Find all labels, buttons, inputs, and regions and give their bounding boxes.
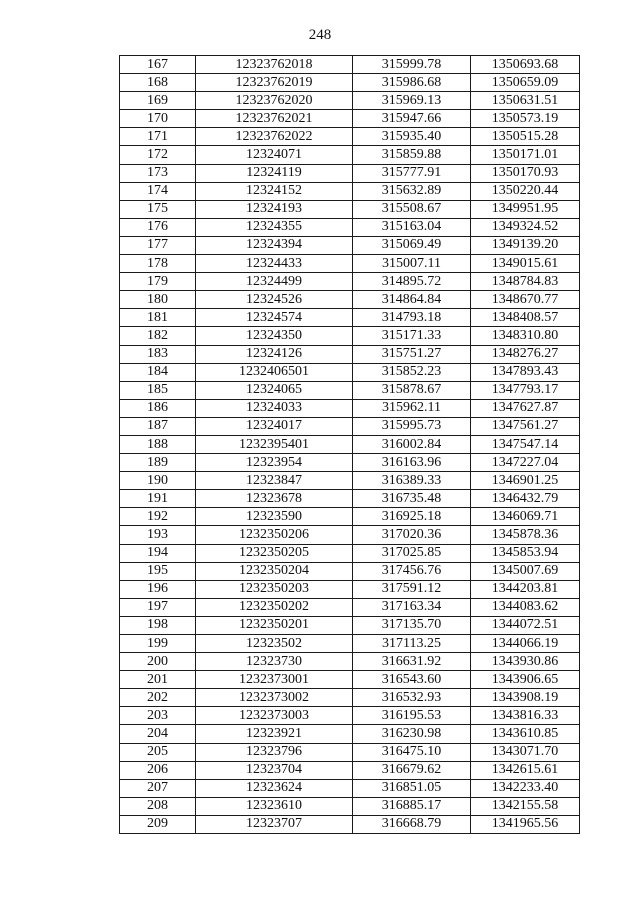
y-coordinate-cell: 1349139.20: [471, 236, 580, 254]
table-row: [120, 761, 580, 779]
point-number-cell: 170: [120, 110, 196, 128]
x-coordinate-cell: 316389.33: [353, 472, 471, 490]
x-coordinate-cell: 316002.84: [353, 435, 471, 453]
point-code-cell: 12324119: [196, 164, 353, 182]
point-code-cell: 12324574: [196, 309, 353, 327]
point-number-cell: 185: [120, 381, 196, 399]
y-coordinate-cell: 1347793.17: [471, 381, 580, 399]
point-number-cell: 208: [120, 797, 196, 815]
point-number-cell: 207: [120, 779, 196, 797]
point-code-cell: 1232395401: [196, 435, 353, 453]
x-coordinate-cell: 317591.12: [353, 580, 471, 598]
point-number-cell: 186: [120, 399, 196, 417]
point-code-cell: 12324526: [196, 291, 353, 309]
table-row: [120, 399, 580, 417]
point-number-cell: 187: [120, 417, 196, 435]
x-coordinate-cell: 314864.84: [353, 291, 471, 309]
point-number-cell: 205: [120, 743, 196, 761]
point-code-cell: 1232350204: [196, 562, 353, 580]
point-code-cell: 12323762020: [196, 92, 353, 110]
y-coordinate-cell: 1345853.94: [471, 544, 580, 562]
point-number-cell: 196: [120, 580, 196, 598]
table-row: [120, 128, 580, 146]
x-coordinate-cell: 315986.68: [353, 74, 471, 92]
x-coordinate-cell: 316631.92: [353, 653, 471, 671]
point-code-cell: 1232350203: [196, 580, 353, 598]
table-row: [120, 508, 580, 526]
table-row: [120, 327, 580, 345]
y-coordinate-cell: 1347561.27: [471, 417, 580, 435]
x-coordinate-cell: 316668.79: [353, 815, 471, 833]
x-coordinate-cell: 315632.89: [353, 182, 471, 200]
x-coordinate-cell: 316679.62: [353, 761, 471, 779]
point-code-cell: 12323762022: [196, 128, 353, 146]
x-coordinate-cell: 316735.48: [353, 490, 471, 508]
page-number: 248: [308, 27, 332, 43]
point-number-cell: 174: [120, 182, 196, 200]
point-code-cell: 12324355: [196, 218, 353, 236]
point-number-cell: 190: [120, 472, 196, 490]
y-coordinate-cell: 1344072.51: [471, 616, 580, 634]
y-coordinate-cell: 1347227.04: [471, 454, 580, 472]
y-coordinate-cell: 1350220.44: [471, 182, 580, 200]
y-coordinate-cell: 1348408.57: [471, 309, 580, 327]
y-coordinate-cell: 1350171.01: [471, 146, 580, 164]
point-code-cell: 12324433: [196, 255, 353, 273]
point-code-cell: 1232350206: [196, 526, 353, 544]
table-row: [120, 363, 580, 381]
point-code-cell: 12324033: [196, 399, 353, 417]
point-code-cell: 12323610: [196, 797, 353, 815]
point-code-cell: 12323730: [196, 653, 353, 671]
point-number-cell: 198: [120, 616, 196, 634]
point-number-cell: 189: [120, 454, 196, 472]
point-number-cell: 209: [120, 815, 196, 833]
point-number-cell: 176: [120, 218, 196, 236]
table-row: [120, 562, 580, 580]
point-number-cell: 188: [120, 435, 196, 453]
point-code-cell: 12323762019: [196, 74, 353, 92]
y-coordinate-cell: 1343908.19: [471, 689, 580, 707]
point-number-cell: 167: [120, 56, 196, 74]
y-coordinate-cell: 1343906.65: [471, 671, 580, 689]
x-coordinate-cell: 317020.36: [353, 526, 471, 544]
y-coordinate-cell: 1343071.70: [471, 743, 580, 761]
x-coordinate-cell: 315859.88: [353, 146, 471, 164]
point-code-cell: 12324152: [196, 182, 353, 200]
x-coordinate-cell: 315069.49: [353, 236, 471, 254]
point-number-cell: 179: [120, 273, 196, 291]
y-coordinate-cell: 1343816.33: [471, 707, 580, 725]
point-number-cell: 168: [120, 74, 196, 92]
table-row: [120, 689, 580, 707]
table-row: [120, 616, 580, 634]
table-row: [120, 454, 580, 472]
table-row: [120, 236, 580, 254]
point-code-cell: 12323590: [196, 508, 353, 526]
table-row: [120, 218, 580, 236]
table-row: [120, 725, 580, 743]
point-number-cell: 171: [120, 128, 196, 146]
table-row: [120, 345, 580, 363]
table-row: [120, 635, 580, 653]
point-code-cell: 12324017: [196, 417, 353, 435]
point-code-cell: 1232406501: [196, 363, 353, 381]
x-coordinate-cell: 315995.73: [353, 417, 471, 435]
table-row: [120, 200, 580, 218]
x-coordinate-cell: 315777.91: [353, 164, 471, 182]
point-code-cell: 12324071: [196, 146, 353, 164]
point-code-cell: 1232373003: [196, 707, 353, 725]
y-coordinate-cell: 1350573.19: [471, 110, 580, 128]
point-number-cell: 172: [120, 146, 196, 164]
table-row: [120, 653, 580, 671]
point-number-cell: 199: [120, 635, 196, 653]
point-code-cell: 12323921: [196, 725, 353, 743]
point-code-cell: 1232373001: [196, 671, 353, 689]
x-coordinate-cell: 315751.27: [353, 345, 471, 363]
point-code-cell: 1232350201: [196, 616, 353, 634]
table-row: [120, 291, 580, 309]
point-number-cell: 169: [120, 92, 196, 110]
x-coordinate-cell: 315935.40: [353, 128, 471, 146]
point-code-cell: 12323704: [196, 761, 353, 779]
y-coordinate-cell: 1349951.95: [471, 200, 580, 218]
table-row: [120, 671, 580, 689]
point-code-cell: 1232350205: [196, 544, 353, 562]
y-coordinate-cell: 1350659.09: [471, 74, 580, 92]
y-coordinate-cell: 1347547.14: [471, 435, 580, 453]
coordinates-table-body: [120, 56, 580, 834]
y-coordinate-cell: 1342615.61: [471, 761, 580, 779]
y-coordinate-cell: 1346901.25: [471, 472, 580, 490]
point-number-cell: 191: [120, 490, 196, 508]
point-number-cell: 183: [120, 345, 196, 363]
point-code-cell: 12323796: [196, 743, 353, 761]
x-coordinate-cell: 316475.10: [353, 743, 471, 761]
x-coordinate-cell: 315962.11: [353, 399, 471, 417]
point-number-cell: 203: [120, 707, 196, 725]
table-row: [120, 544, 580, 562]
x-coordinate-cell: 315999.78: [353, 56, 471, 74]
y-coordinate-cell: 1349324.52: [471, 218, 580, 236]
table-row: [120, 417, 580, 435]
y-coordinate-cell: 1343930.86: [471, 653, 580, 671]
x-coordinate-cell: 317456.76: [353, 562, 471, 580]
x-coordinate-cell: 317163.34: [353, 598, 471, 616]
y-coordinate-cell: 1343610.85: [471, 725, 580, 743]
y-coordinate-cell: 1344203.81: [471, 580, 580, 598]
point-code-cell: 12323762018: [196, 56, 353, 74]
point-code-cell: 12324065: [196, 381, 353, 399]
x-coordinate-cell: 315969.13: [353, 92, 471, 110]
x-coordinate-cell: 315171.33: [353, 327, 471, 345]
point-code-cell: 1232350202: [196, 598, 353, 616]
table-row: [120, 526, 580, 544]
y-coordinate-cell: 1350631.51: [471, 92, 580, 110]
point-number-cell: 177: [120, 236, 196, 254]
x-coordinate-cell: 317135.70: [353, 616, 471, 634]
table-row: [120, 146, 580, 164]
table-row: [120, 598, 580, 616]
point-number-cell: 197: [120, 598, 196, 616]
point-code-cell: 12323624: [196, 779, 353, 797]
table-row: [120, 797, 580, 815]
point-number-cell: 202: [120, 689, 196, 707]
x-coordinate-cell: 317113.25: [353, 635, 471, 653]
y-coordinate-cell: 1350515.28: [471, 128, 580, 146]
point-number-cell: 200: [120, 653, 196, 671]
point-number-cell: 180: [120, 291, 196, 309]
point-code-cell: 12324394: [196, 236, 353, 254]
x-coordinate-cell: 315878.67: [353, 381, 471, 399]
table-row: [120, 74, 580, 92]
y-coordinate-cell: 1345007.69: [471, 562, 580, 580]
table-row: [120, 707, 580, 725]
table-row: [120, 56, 580, 74]
table-row: [120, 472, 580, 490]
x-coordinate-cell: 316885.17: [353, 797, 471, 815]
x-coordinate-cell: 315163.04: [353, 218, 471, 236]
x-coordinate-cell: 317025.85: [353, 544, 471, 562]
table-row: [120, 435, 580, 453]
table-row: [120, 255, 580, 273]
point-number-cell: 204: [120, 725, 196, 743]
coordinates-table: [119, 55, 580, 834]
coordinates-table-container: [119, 55, 575, 834]
point-number-cell: 201: [120, 671, 196, 689]
point-number-cell: 195: [120, 562, 196, 580]
x-coordinate-cell: 316230.98: [353, 725, 471, 743]
y-coordinate-cell: 1342233.40: [471, 779, 580, 797]
table-row: [120, 490, 580, 508]
point-code-cell: 12323707: [196, 815, 353, 833]
y-coordinate-cell: 1341965.56: [471, 815, 580, 833]
table-row: [120, 110, 580, 128]
x-coordinate-cell: 315852.23: [353, 363, 471, 381]
y-coordinate-cell: 1348310.80: [471, 327, 580, 345]
point-number-cell: 184: [120, 363, 196, 381]
x-coordinate-cell: 316163.96: [353, 454, 471, 472]
x-coordinate-cell: 315508.67: [353, 200, 471, 218]
x-coordinate-cell: 316195.53: [353, 707, 471, 725]
point-number-cell: 181: [120, 309, 196, 327]
table-row: [120, 92, 580, 110]
x-coordinate-cell: 316851.05: [353, 779, 471, 797]
table-row: [120, 815, 580, 833]
y-coordinate-cell: 1347627.87: [471, 399, 580, 417]
y-coordinate-cell: 1344066.19: [471, 635, 580, 653]
point-code-cell: 12323762021: [196, 110, 353, 128]
y-coordinate-cell: 1344083.62: [471, 598, 580, 616]
x-coordinate-cell: 314895.72: [353, 273, 471, 291]
y-coordinate-cell: 1345878.36: [471, 526, 580, 544]
point-number-cell: 178: [120, 255, 196, 273]
y-coordinate-cell: 1348276.27: [471, 345, 580, 363]
table-row: [120, 273, 580, 291]
table-row: [120, 381, 580, 399]
y-coordinate-cell: 1346432.79: [471, 490, 580, 508]
x-coordinate-cell: 316532.93: [353, 689, 471, 707]
point-code-cell: 12324499: [196, 273, 353, 291]
point-code-cell: 12324126: [196, 345, 353, 363]
x-coordinate-cell: 316543.60: [353, 671, 471, 689]
point-number-cell: 194: [120, 544, 196, 562]
y-coordinate-cell: 1347893.43: [471, 363, 580, 381]
point-code-cell: 12324193: [196, 200, 353, 218]
y-coordinate-cell: 1350693.68: [471, 56, 580, 74]
x-coordinate-cell: 314793.18: [353, 309, 471, 327]
point-code-cell: 12323678: [196, 490, 353, 508]
table-row: [120, 309, 580, 327]
x-coordinate-cell: 315947.66: [353, 110, 471, 128]
point-number-cell: 182: [120, 327, 196, 345]
x-coordinate-cell: 316925.18: [353, 508, 471, 526]
y-coordinate-cell: 1346069.71: [471, 508, 580, 526]
y-coordinate-cell: 1349015.61: [471, 255, 580, 273]
point-code-cell: 12323502: [196, 635, 353, 653]
y-coordinate-cell: 1342155.58: [471, 797, 580, 815]
point-code-cell: 12324350: [196, 327, 353, 345]
table-row: [120, 743, 580, 761]
point-number-cell: 175: [120, 200, 196, 218]
point-code-cell: 12323847: [196, 472, 353, 490]
table-row: [120, 164, 580, 182]
y-coordinate-cell: 1350170.93: [471, 164, 580, 182]
point-code-cell: 1232373002: [196, 689, 353, 707]
point-number-cell: 192: [120, 508, 196, 526]
y-coordinate-cell: 1348670.77: [471, 291, 580, 309]
point-number-cell: 193: [120, 526, 196, 544]
point-number-cell: 173: [120, 164, 196, 182]
point-code-cell: 12323954: [196, 454, 353, 472]
table-row: [120, 779, 580, 797]
table-row: [120, 182, 580, 200]
y-coordinate-cell: 1348784.83: [471, 273, 580, 291]
point-number-cell: 206: [120, 761, 196, 779]
table-row: [120, 580, 580, 598]
x-coordinate-cell: 315007.11: [353, 255, 471, 273]
